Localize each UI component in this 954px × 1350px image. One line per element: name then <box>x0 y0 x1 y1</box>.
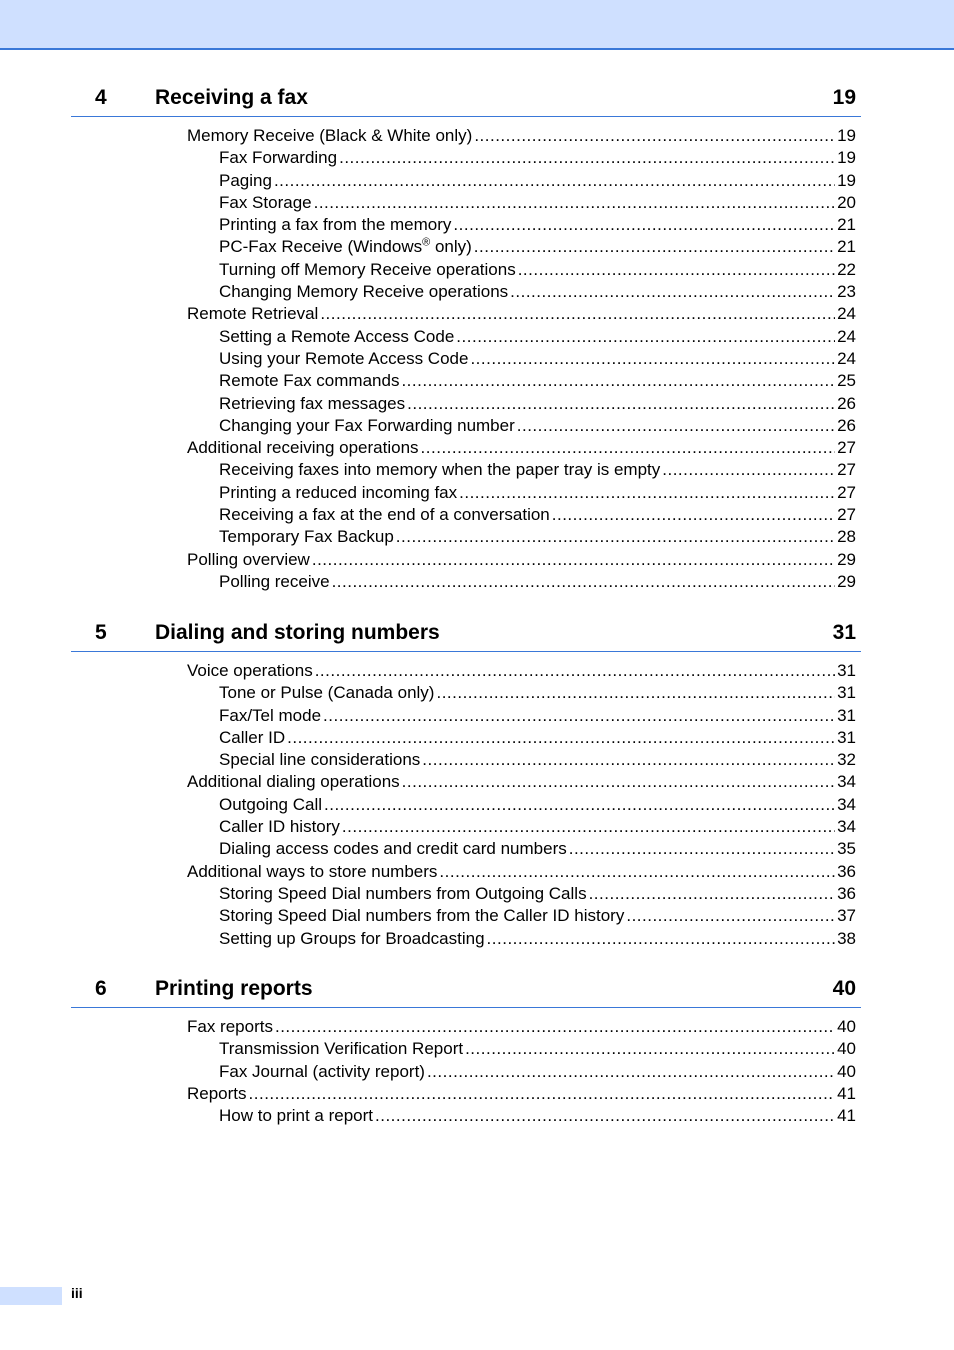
toc-entry[interactable] <box>71 571 861 593</box>
toc-entry[interactable] <box>71 504 861 526</box>
toc-entry[interactable] <box>71 727 861 749</box>
toc-entry-label: Voice operations <box>187 661 313 680</box>
toc-entry-page: 19 <box>837 170 856 190</box>
chapter-number: 6 <box>95 977 107 1000</box>
toc-entry[interactable] <box>71 749 861 771</box>
toc-entry-page: 28 <box>837 527 856 547</box>
toc-entry-page: 31 <box>837 683 856 703</box>
toc-entry-label: Caller ID history <box>219 817 340 837</box>
toc-entry[interactable] <box>71 838 861 860</box>
dot-leader <box>510 281 835 303</box>
toc-entry-page: 24 <box>837 326 856 346</box>
dot-leader <box>626 905 835 927</box>
toc-entry-label: Storing Speed Dial numbers from the Caller ID history <box>219 906 625 926</box>
toc-entry[interactable] <box>71 370 861 392</box>
toc-entry[interactable] <box>71 326 861 348</box>
toc-entry-label: Remote Fax commands <box>219 371 400 391</box>
toc-entry-label: Fax Storage <box>219 192 312 212</box>
toc-entry[interactable] <box>71 303 861 325</box>
toc-entry[interactable] <box>71 682 861 704</box>
toc-entry-label: Setting up Groups for Broadcasting <box>219 928 485 948</box>
dot-leader <box>320 303 835 325</box>
dot-leader <box>439 861 835 883</box>
toc-entry-label: Temporary Fax Backup <box>219 527 394 547</box>
toc-entry[interactable] <box>71 928 861 950</box>
toc-entry-page: 21 <box>837 237 856 257</box>
toc-entry[interactable] <box>71 281 861 303</box>
toc-entry[interactable] <box>71 192 861 214</box>
toc-entry-page: 21 <box>837 215 856 235</box>
toc-entry[interactable] <box>71 214 861 236</box>
toc-entry-page: 20 <box>837 192 856 212</box>
toc-entry-label: Fax Journal (activity report) <box>219 1061 425 1081</box>
toc-entry-page: 26 <box>837 393 856 413</box>
toc-entry-label: Remote Retrieval <box>187 304 319 324</box>
toc-entry[interactable] <box>71 1105 861 1127</box>
dot-leader <box>517 415 835 437</box>
toc-entry-label: Paging <box>219 170 272 190</box>
dot-leader <box>401 370 835 392</box>
toc-entry-page: 27 <box>837 460 856 480</box>
toc-entry-label: Receiving a fax at the end of a conversation <box>219 505 550 525</box>
chapter-page: 31 <box>832 621 856 644</box>
toc-entry-label: Additional ways to store numbers <box>187 861 438 881</box>
toc-entry-label: How to print a report <box>219 1106 374 1126</box>
chapter-title: Receiving a fax <box>155 86 308 109</box>
toc-entry-label: Tone or Pulse (Canada only) <box>219 683 435 703</box>
dot-leader <box>287 727 835 749</box>
dot-leader <box>470 348 835 370</box>
toc-entry[interactable] <box>71 794 861 816</box>
entry-list <box>71 125 861 593</box>
chapter-number: 5 <box>95 621 107 644</box>
toc-entry[interactable] <box>71 1038 861 1060</box>
toc-entry-label: Changing Memory Receive operations <box>219 282 509 302</box>
toc-entry[interactable] <box>71 1061 861 1083</box>
chapter-page: 19 <box>832 86 856 109</box>
toc-entry-page: 31 <box>837 727 856 747</box>
chapter-heading <box>71 977 861 1008</box>
dot-leader <box>589 883 836 905</box>
dot-leader <box>518 259 835 281</box>
toc-entry-page: 29 <box>837 549 856 569</box>
toc-entry-label: Storing Speed Dial numbers from Outgoing Calls <box>219 883 587 903</box>
toc-entry-label: Outgoing Call <box>219 794 323 814</box>
dot-leader <box>662 459 835 481</box>
toc-entry[interactable] <box>71 147 861 169</box>
toc-entry-label: Special line considerations <box>219 750 421 770</box>
toc-entry[interactable] <box>71 236 861 258</box>
header-band <box>0 0 954 50</box>
dot-leader <box>402 771 835 793</box>
dot-leader <box>396 526 835 548</box>
toc-entry-label: PC-Fax Receive (Windows® only) <box>219 236 472 257</box>
toc-entry[interactable] <box>71 705 861 727</box>
toc-entry-page: 22 <box>837 259 856 279</box>
chapter-heading <box>71 621 861 652</box>
dot-leader <box>332 571 836 593</box>
toc-entry-label: Using your Remote Access Code <box>219 348 469 368</box>
toc-entry[interactable] <box>71 816 861 838</box>
toc-entry-label: Additional dialing operations <box>187 772 400 792</box>
toc-entry-label: Turning off Memory Receive operations <box>219 259 516 279</box>
toc-entry[interactable] <box>71 348 861 370</box>
toc-entry[interactable] <box>71 170 861 192</box>
dot-leader <box>274 170 835 192</box>
toc-entry[interactable] <box>71 1083 861 1105</box>
toc-entry-page: 27 <box>837 505 856 525</box>
toc-entry-page: 37 <box>837 906 856 926</box>
dot-leader <box>459 482 835 504</box>
dot-leader <box>315 660 835 682</box>
toc-entry[interactable] <box>71 1016 861 1038</box>
entry-list <box>71 1016 861 1127</box>
toc-entry-page: 27 <box>837 482 856 502</box>
toc-entry[interactable] <box>71 437 861 459</box>
toc-entry-label: Fax/Tel mode <box>219 705 322 725</box>
toc-entry[interactable] <box>71 905 861 927</box>
dot-leader <box>314 192 835 214</box>
dot-leader <box>324 794 835 816</box>
toc-entry[interactable] <box>71 861 861 883</box>
toc-entry-page: 19 <box>837 148 856 168</box>
toc-entry-page: 40 <box>837 1039 856 1059</box>
dot-leader <box>275 1016 835 1038</box>
toc-entry-label: Printing a reduced incoming fax <box>219 482 458 502</box>
dot-leader <box>436 682 835 704</box>
dot-leader <box>422 749 835 771</box>
toc-entry[interactable] <box>71 415 861 437</box>
toc-entry-page: 40 <box>837 1017 856 1036</box>
toc-entry-label: Setting a Remote Access Code <box>219 326 455 346</box>
chapter-section <box>71 86 861 593</box>
chapter-section <box>71 977 861 1127</box>
toc-entry-label: Transmission Verification Report <box>219 1039 464 1059</box>
toc-entry-page: 38 <box>837 928 856 948</box>
toc-entry-label: Reports <box>187 1083 247 1103</box>
toc-entry[interactable] <box>71 883 861 905</box>
toc-entry-page: 34 <box>837 817 856 837</box>
dot-leader <box>465 1038 835 1060</box>
toc-entry-page: 25 <box>837 371 856 391</box>
toc-entry[interactable] <box>71 549 861 571</box>
toc-entry-page: 35 <box>837 839 856 859</box>
footer-page-number: iii <box>71 1285 83 1301</box>
toc-entry-page: 19 <box>837 126 856 145</box>
dot-leader <box>427 1061 835 1083</box>
chapter-title: Printing reports <box>155 977 313 1000</box>
toc-entry-page: 27 <box>837 438 856 458</box>
toc-entry-label: Memory Receive (Black & White only) <box>187 126 473 145</box>
dot-leader <box>569 838 835 860</box>
chapter-page: 40 <box>832 977 856 1000</box>
footer-tab <box>0 1287 62 1305</box>
toc-entry[interactable] <box>71 526 861 548</box>
toc-entry[interactable] <box>71 771 861 793</box>
toc-entry-label: Retrieving fax messages <box>219 393 406 413</box>
toc-entry-label: Dialing access codes and credit card numbers <box>219 839 567 859</box>
toc-entry[interactable] <box>71 482 861 504</box>
toc-entry[interactable] <box>71 393 861 415</box>
toc-entry-page: 41 <box>837 1106 856 1126</box>
dot-leader <box>456 326 835 348</box>
toc-entry[interactable] <box>71 125 861 147</box>
toc-entry-label: Changing your Fax Forwarding number <box>219 415 515 435</box>
dot-leader <box>342 816 835 838</box>
toc-entry-page: 34 <box>837 772 856 792</box>
dot-leader <box>249 1083 836 1105</box>
chapter-section <box>71 621 861 950</box>
toc-entry[interactable] <box>71 459 861 481</box>
toc-entry-page: 32 <box>837 750 856 770</box>
toc-entry-page: 29 <box>837 571 856 591</box>
dot-leader <box>323 705 835 727</box>
toc-entry-page: 34 <box>837 794 856 814</box>
toc-entry-page: 24 <box>837 304 856 324</box>
toc-entry-label: Fax Forwarding <box>219 148 338 168</box>
dot-leader <box>474 236 835 258</box>
toc-entry-page: 36 <box>837 861 856 881</box>
dot-leader <box>552 504 835 526</box>
entry-list <box>71 660 861 950</box>
chapter-number: 4 <box>95 86 107 109</box>
toc-entry-label: Fax reports <box>187 1017 273 1036</box>
toc-entry-label: Printing a fax from the memory <box>219 215 452 235</box>
toc-entry-page: 23 <box>837 282 856 302</box>
toc-entry-label: Polling overview <box>187 549 310 569</box>
toc-entry-label: Receiving faxes into memory when the paper tray is empty <box>219 460 661 480</box>
dot-leader <box>474 125 835 147</box>
toc-entry-page: 36 <box>837 883 856 903</box>
toc-entry-label: Polling receive <box>219 571 330 591</box>
toc-entry-page: 31 <box>837 705 856 725</box>
toc-entry-page: 24 <box>837 348 856 368</box>
toc-entry-label: Additional receiving operations <box>187 438 419 458</box>
chapter-heading <box>71 86 861 117</box>
dot-leader <box>375 1105 835 1127</box>
toc-entry-page: 26 <box>837 415 856 435</box>
dot-leader <box>407 393 835 415</box>
toc-entry[interactable] <box>71 660 861 682</box>
toc-entry-page: 31 <box>837 661 856 680</box>
dot-leader <box>421 437 836 459</box>
toc-entry-page: 41 <box>837 1083 856 1103</box>
chapter-title: Dialing and storing numbers <box>155 621 440 644</box>
dot-leader <box>487 928 836 950</box>
dot-leader <box>453 214 835 236</box>
toc-entry[interactable] <box>71 259 861 281</box>
dot-leader <box>339 147 835 169</box>
toc-entry-page: 40 <box>837 1061 856 1081</box>
dot-leader <box>312 549 835 571</box>
toc-entry-label: Caller ID <box>219 727 286 747</box>
